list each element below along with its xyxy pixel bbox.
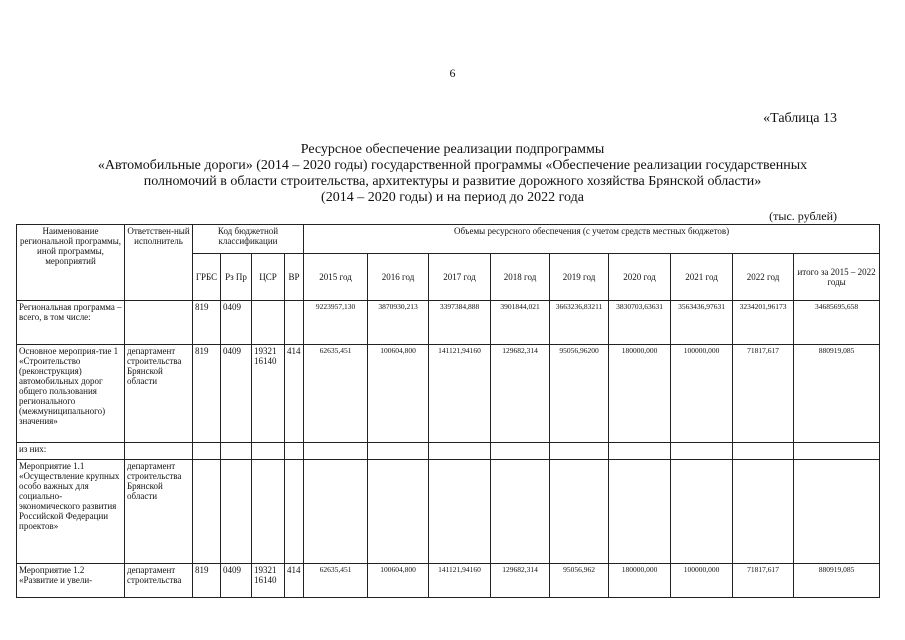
- header-2016: 2016 год: [368, 254, 429, 301]
- header-grbs: ГРБС: [193, 254, 221, 301]
- row-value: 100000,000: [671, 345, 733, 443]
- row-rzpr: 0409: [221, 564, 252, 598]
- table-row: [17, 301, 880, 345]
- row-value: [733, 460, 794, 564]
- row-value: 129682,314: [491, 345, 550, 443]
- row-value: [794, 443, 880, 460]
- row-grbs: 819: [193, 301, 221, 345]
- row-value: 3830703,63631: [609, 301, 671, 345]
- header-2020: 2020 год: [609, 254, 671, 301]
- units-label: (тыс. рублей): [769, 209, 837, 223]
- row-grbs: [193, 443, 221, 460]
- row-name: Основное мероприя-тие 1 «Строительство (реконструкция) автомобильных дорог общего пользования регионального (межмуниципального) значения»: [17, 345, 125, 443]
- row-value: [491, 443, 550, 460]
- row-value: 880919,085: [794, 564, 880, 598]
- row-value: 180000,000: [609, 564, 671, 598]
- table-row: [17, 460, 880, 564]
- row-grbs: 819: [193, 345, 221, 443]
- row-value: [794, 460, 880, 564]
- row-responsible: департамент строительства Брянской области: [125, 345, 193, 443]
- row-value: [368, 460, 429, 564]
- row-value: [671, 460, 733, 564]
- row-rzpr: [221, 460, 252, 564]
- row-value: 3870930,213: [368, 301, 429, 345]
- row-value: [671, 443, 733, 460]
- row-value: 34685695,658: [794, 301, 880, 345]
- row-value: [304, 443, 368, 460]
- resource-table: [16, 224, 880, 598]
- row-value: 100604,800: [368, 345, 429, 443]
- row-value: 71817,617: [733, 564, 794, 598]
- document-title: [40, 142, 865, 206]
- row-rzpr: 0409: [221, 345, 252, 443]
- row-value: [733, 443, 794, 460]
- title-line-2: «Автомобильные дороги» (2014 – 2020 годы) государственной программы «Обеспечение реализации государственных: [97, 158, 808, 173]
- row-value: [609, 443, 671, 460]
- row-vr: 414: [285, 564, 304, 598]
- page-number: 6: [449, 66, 456, 80]
- row-value: 141121,94160: [429, 345, 491, 443]
- row-grbs: 819: [193, 564, 221, 598]
- row-csr: 19321 16140: [252, 345, 285, 443]
- header-2015: 2015 год: [304, 254, 368, 301]
- row-value: [368, 443, 429, 460]
- row-value: [429, 443, 491, 460]
- header-responsible: Ответствен-ный исполнитель: [125, 225, 193, 301]
- row-responsible: [125, 301, 193, 345]
- row-value: 9223957,130: [304, 301, 368, 345]
- row-rzpr: [221, 443, 252, 460]
- title-line-3: полномочий в области строительства, архитектуры и развитие дорожного хозяйства Брянской области»: [143, 174, 762, 189]
- row-value: 3901844,021: [491, 301, 550, 345]
- row-value: 3663236,83211: [550, 301, 609, 345]
- header-vr: ВР: [285, 254, 304, 301]
- row-name: Региональная программа – всего, в том числе:: [17, 301, 125, 345]
- table-row: [17, 443, 880, 460]
- row-value: 100604,800: [368, 564, 429, 598]
- row-value: [491, 460, 550, 564]
- title-line-1: Ресурсное обеспечение реализации подпрограммы: [300, 142, 605, 157]
- row-value: [429, 460, 491, 564]
- header-2021: 2021 год: [671, 254, 733, 301]
- row-value: 62635,451: [304, 345, 368, 443]
- row-responsible: департамент строительства: [125, 564, 193, 598]
- row-value: 141121,94160: [429, 564, 491, 598]
- row-value: 95056,962: [550, 564, 609, 598]
- row-value: 62635,451: [304, 564, 368, 598]
- row-rzpr: 0409: [221, 301, 252, 345]
- table-label: «Таблица 13: [763, 111, 837, 126]
- row-vr: [285, 443, 304, 460]
- row-value: [550, 460, 609, 564]
- table-row: [17, 345, 880, 443]
- header-2017: 2017 год: [429, 254, 491, 301]
- row-csr: [252, 443, 285, 460]
- row-value: 71817,617: [733, 345, 794, 443]
- row-value: 880919,085: [794, 345, 880, 443]
- row-csr: [252, 460, 285, 564]
- header-2019: 2019 год: [550, 254, 609, 301]
- header-volumes: Объемы ресурсного обеспечения (с учетом средств местных бюджетов): [304, 225, 880, 254]
- row-csr: [252, 301, 285, 345]
- row-value: 129682,314: [491, 564, 550, 598]
- row-value: [304, 460, 368, 564]
- row-responsible: [125, 443, 193, 460]
- row-responsible: департамент строительства Брянской области: [125, 460, 193, 564]
- row-name: Мероприятие 1.1 «Осуществление крупных особо важных для социально-экономического развития Российской Федерации проектов»: [17, 460, 125, 564]
- table-row: [17, 564, 880, 598]
- row-grbs: [193, 460, 221, 564]
- row-value: 3397384,888: [429, 301, 491, 345]
- row-value: 180000,000: [609, 345, 671, 443]
- row-vr: 414: [285, 345, 304, 443]
- row-value: 100000,000: [671, 564, 733, 598]
- row-vr: [285, 460, 304, 564]
- row-value: [550, 443, 609, 460]
- row-value: 3234201,96173: [733, 301, 794, 345]
- title-line-4: (2014 – 2020 годы) и на период до 2022 года: [321, 190, 584, 205]
- header-csr: ЦСР: [252, 254, 285, 301]
- row-name: Мероприятие 1.2 «Развитие и увели-: [17, 564, 125, 598]
- header-2022: 2022 год: [733, 254, 794, 301]
- row-name: из них:: [17, 443, 125, 460]
- row-value: 95056,96200: [550, 345, 609, 443]
- row-vr: [285, 301, 304, 345]
- row-csr: 19321 16140: [252, 564, 285, 598]
- row-value: [609, 460, 671, 564]
- header-name: Наименование региональной программы, иной программы, мероприятий: [17, 225, 125, 301]
- header-rzpr: Рз Пр: [221, 254, 252, 301]
- header-2018: 2018 год: [491, 254, 550, 301]
- row-value: 3563436,97631: [671, 301, 733, 345]
- header-total: итого за 2015 – 2022 годы: [794, 254, 880, 301]
- header-budget-code: Код бюджетной классификации: [193, 225, 304, 254]
